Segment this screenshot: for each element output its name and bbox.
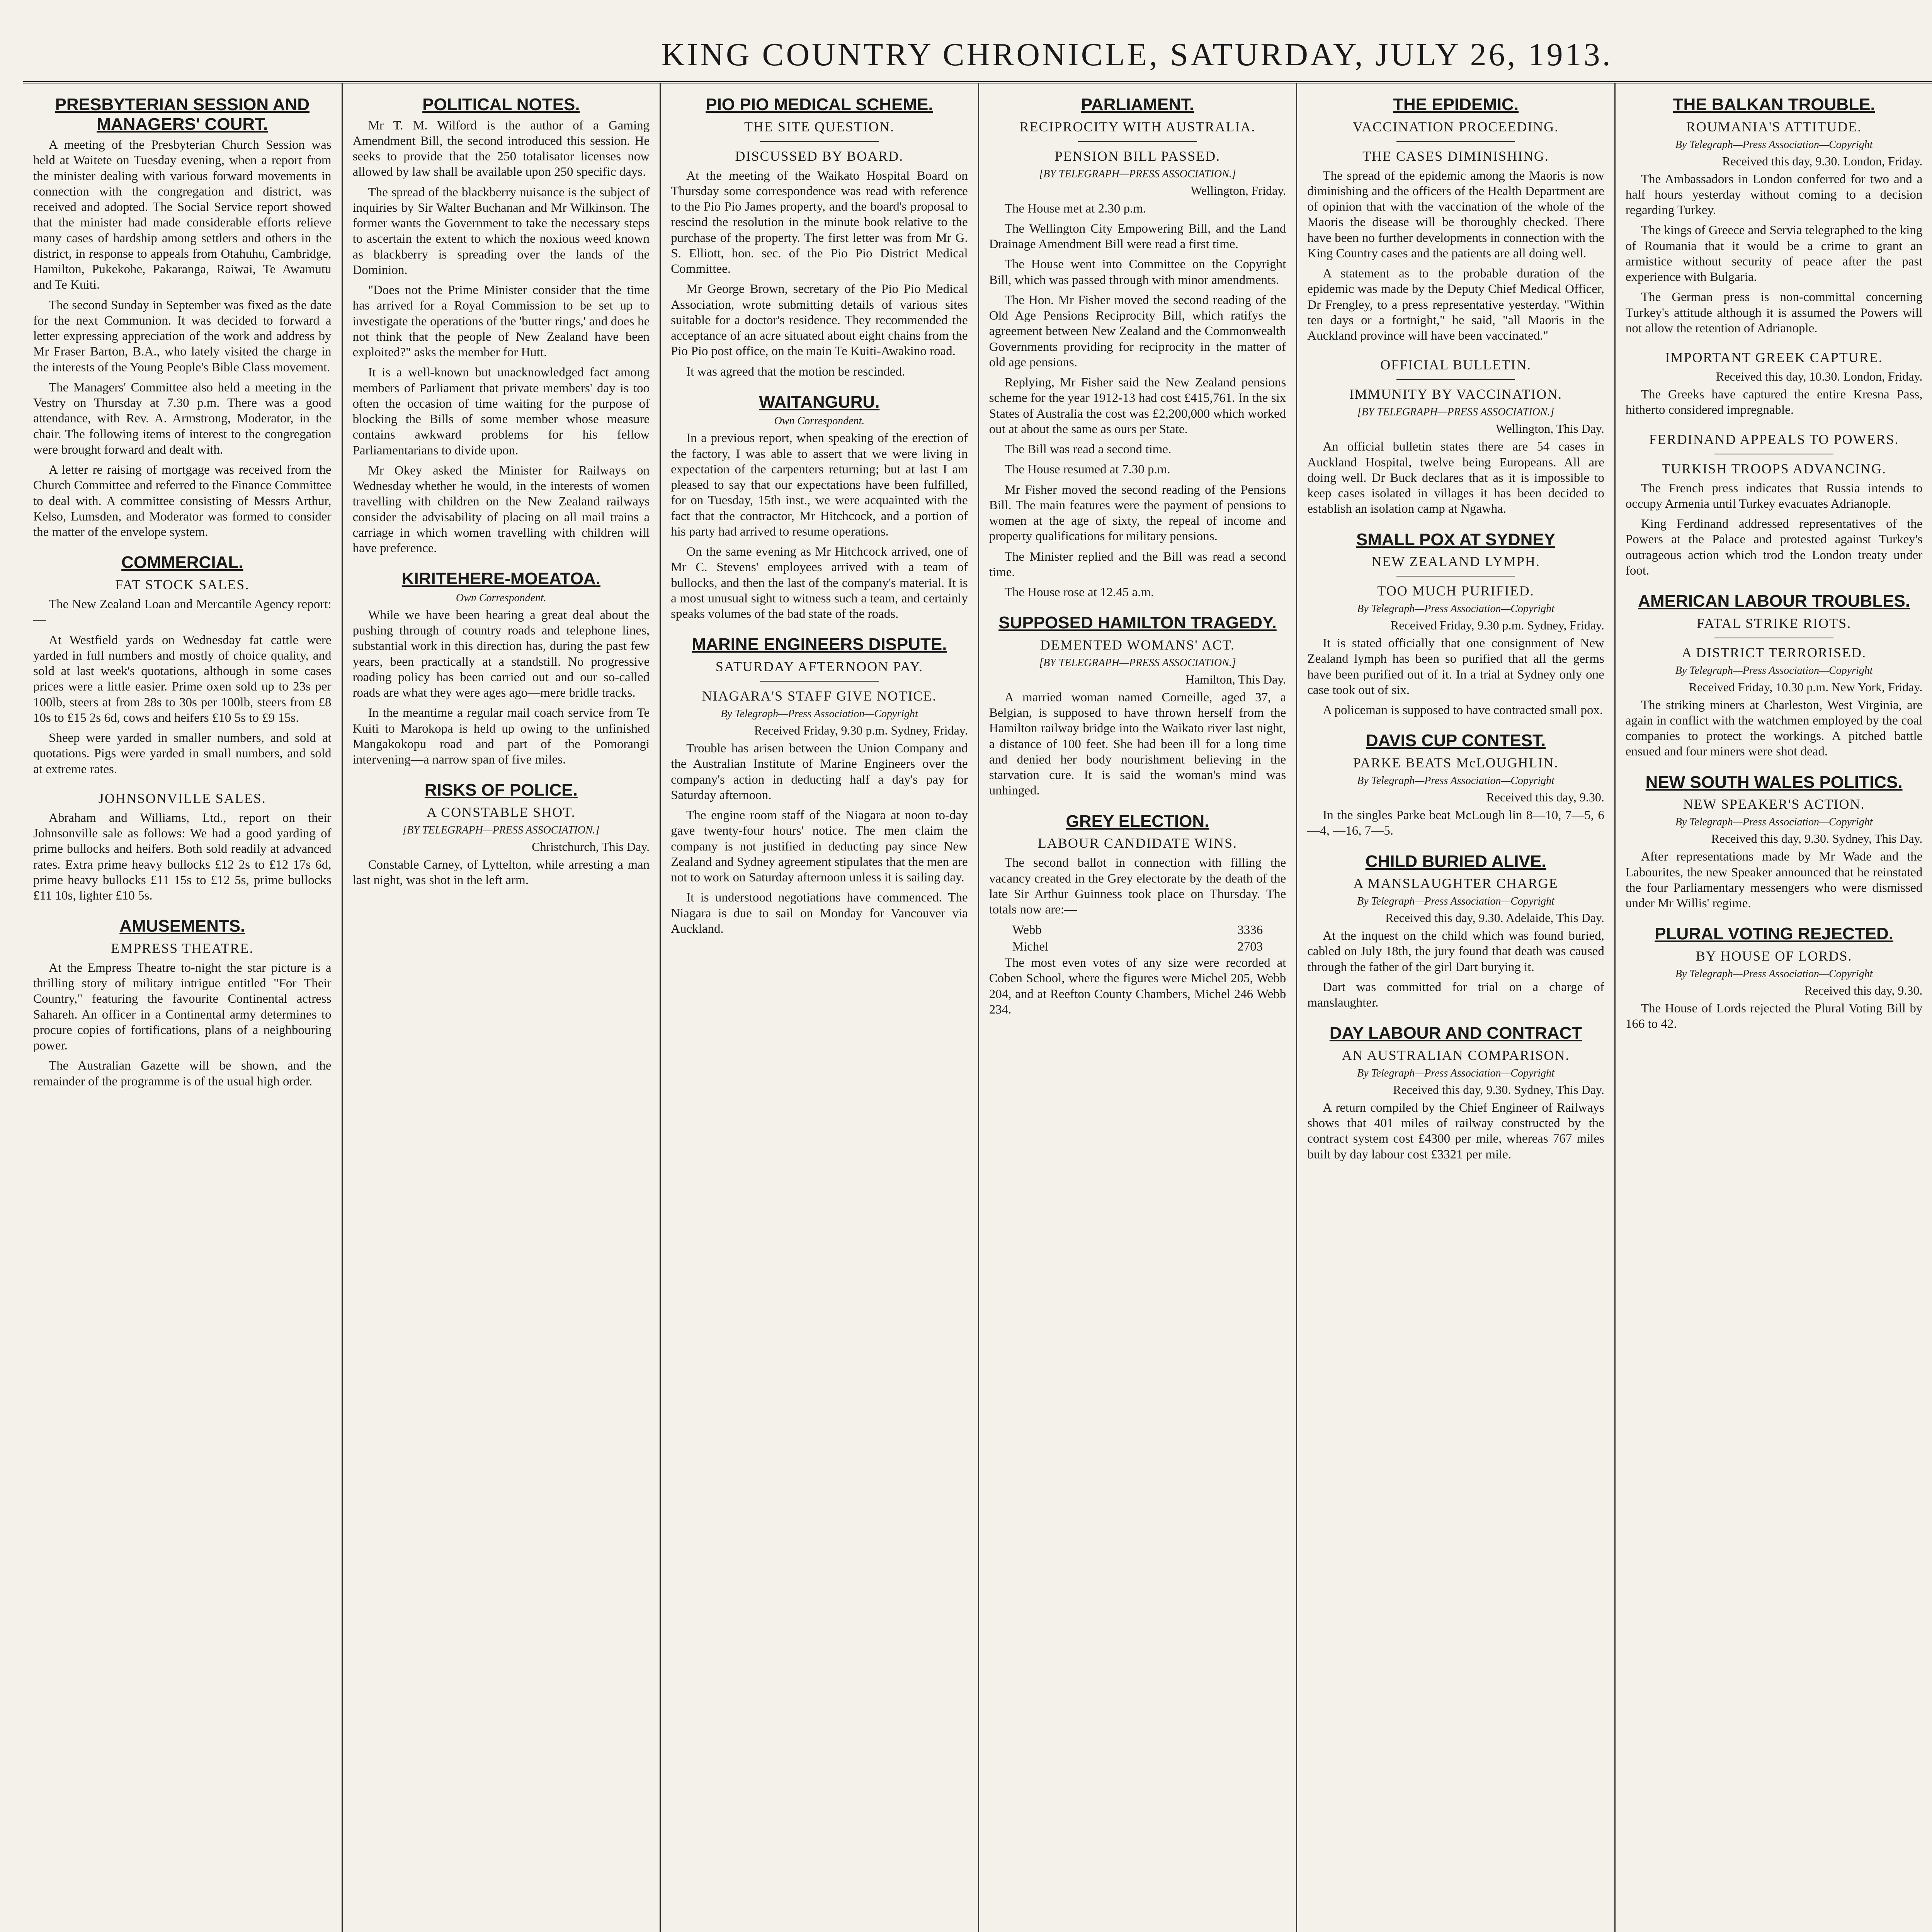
divider-rule <box>1078 141 1197 142</box>
article <box>1626 431 1923 579</box>
column-4 <box>978 83 1296 1932</box>
article-paragraph: The Ambassadors in London conferred for two and a half hours yesterday without coming to a decision regarding Turkey. <box>1625 172 1923 218</box>
article-deck: FERDINAND APPEALS TO POWERS. <box>1649 431 1899 447</box>
article-dateline: Received Friday, 9.30 p.m. Sydney, Friday. <box>1391 618 1604 633</box>
article-paragraph: Constable Carney, of Lyttelton, while arresting a man last night, was shot in the left arm. <box>352 858 650 888</box>
article-source: By Telegraph—Press Association—Copyright <box>1357 775 1554 787</box>
article <box>1307 852 1604 1011</box>
article-source: By Telegraph—Press Association—Copyright <box>1675 968 1873 980</box>
article-paragraph: In the singles Parke beat McLough lin 8—10, 7—5, 6—4, —16, 7—5. <box>1307 808 1604 838</box>
article-deck-secondary: IMMUNITY BY VACCINATION. <box>1349 386 1563 402</box>
article-headline: AMERICAN LABOUR TROUBLES. <box>1638 592 1910 611</box>
article <box>33 95 332 540</box>
article-paragraph: Mr Okey asked the Minister for Railways on Wednesday whether he would, in the interests of women travelling with children on the New Zealand railways consider the advisability of placing on all mail trains a carriage in which women travelling with children will have preference. <box>352 463 650 556</box>
result-row <box>989 922 1286 939</box>
article-paragraph: A meeting of the Presbyterian Church Session was held at Waitete on Tuesday evening, when a report from the minister dealing with various forward movements in connection with the congregation and district, was received and adopted. The Social Service report showed that the minister had made considerable efforts relieve many cases of hardship among settlers and others in the district, in response to appeals from Otahuhu, Cambridge, Hamilton, Pukekohe, Pakaranga, Raiwai, Te Awamutu and Te Kuiti. <box>33 138 332 292</box>
article-paragraph: The House rose at 12.45 a.m. <box>1004 585 1154 600</box>
article <box>671 635 968 937</box>
article-headline: COMMERCIAL. <box>121 553 243 572</box>
article-paragraph: Trouble has arisen between the Union Company and the Australian Institute of Marine Engineers over the company's action in deducting half a day's pay for Saturday afternoon. <box>671 742 968 802</box>
article-paragraph: In the meantime a regular mail coach service from Te Kuiti to Marokopa is held up owing to the unfinished Mangakokopu road and part of the Pomorangi intervening—a narrow span of five miles. <box>352 706 650 767</box>
divider-rule <box>1396 379 1515 380</box>
article-paragraph: Abraham and Williams, Ltd., report on their Johnsonville sale as follows: We had a good yarding of prime bullocks and heifers. Both sold readily at advanced rates. Extra prime heavy bullocks £12 2s to £12 17s 6d, prime heavy bullocks £11 15s to £12 5s, prime bullocks £11 10s, lighter £10 5s. <box>33 811 332 903</box>
article-dateline: Received this day, 9.30. <box>1804 983 1923 997</box>
article-deck: EMPRESS THEATRE. <box>111 940 254 956</box>
article-source: Own Correspondent. <box>456 592 546 604</box>
article-paragraph: An official bulletin states there are 54 cases in Auckland Hospital, twelve being Europeans. All are doing well. Dr Buck declares that as it is impossible to keep cases isolated in villages it has been decided to establish an isolation camp at Ngawha. <box>1307 440 1604 516</box>
article-dateline: Received this day, 9.30. Sydney, This Day. <box>1711 832 1923 846</box>
article-deck: JOHNSONVILLE SALES. <box>98 790 266 806</box>
article-paragraph: The House of Lords rejected the Plural Voting Bill by 166 to 42. <box>1625 1001 1923 1031</box>
result-name: Webb <box>1012 923 1042 937</box>
article <box>353 569 650 767</box>
article-paragraph: King Ferdinand addressed representatives of the Powers at the Palace and protested against Turkey's outrageous action which trod the London treaty under foot. <box>1625 517 1923 578</box>
article-headline: PLURAL VOTING REJECTED. <box>1655 924 1893 944</box>
article-deck-secondary: THE CASES DIMINISHING. <box>1362 148 1549 164</box>
article-headline: THE EPIDEMIC. <box>1393 95 1519 114</box>
article-deck: FAT STOCK SALES. <box>115 577 250 593</box>
article-dateline: Received this day, 9.30. <box>1486 790 1604 804</box>
article-deck: A MANSLAUGHTER CHARGE <box>1353 876 1558 891</box>
article-source: [BY TELEGRAPH—PRESS ASSOCIATION.] <box>403 824 600 837</box>
article-paragraph: In a previous report, when speaking of the erection of the factory, I was able to assert that we were living in expectation of the carpenters returning; but at last I am pleased to say that our expectations have been fulfilled, for on Tuesday, 15th inst., we were acquainted with the fact that the contractor, Mr Hitchcock, and a portion of his party had arrived to resume operations. <box>671 431 968 539</box>
article-source: Own Correspondent. <box>774 415 865 427</box>
article-deck: OFFICIAL BULLETIN. <box>1380 357 1531 373</box>
column-3 <box>660 83 978 1932</box>
article-paragraph: Dart was committed for trial on a charge of manslaughter. <box>1307 980 1604 1010</box>
article-deck-secondary: DISCUSSED BY BOARD. <box>735 148 904 164</box>
article <box>1626 349 1923 418</box>
divider-rule <box>760 681 879 682</box>
article-paragraph: The spread of the blackberry nuisance is the subject of inquiries by Sir Walter Buchanan and Mr Wilkinson. The former wants the Government to take the necessary steps to ascertain the extent to which the noxious weed known as blackberry is spreading over the lands of the Dominion. <box>352 185 650 277</box>
article-paragraph: On the same evening as Mr Hitchcock arrived, one of Mr C. Stevens' employees arrived with a team of bullocks, and then the last of the company's material. It is a most unusual sight to witness such a team, and certainly speaks volumes of the bad state of the roads. <box>671 545 968 621</box>
article <box>1307 1024 1604 1162</box>
article <box>1307 731 1604 838</box>
article <box>33 553 332 777</box>
column-5 <box>1296 83 1614 1932</box>
article-paragraph: The House resumed at 7.30 p.m. <box>1004 463 1170 477</box>
article-paragraph: A letter re raising of mortgage was received from the Church Committee and referred to the Finance Committee to deal with. A committee consisting of Messrs Arthur, Kelso, Lumsden, and Moderator was formed to consider the matter of the envelope system. <box>33 463 332 539</box>
article-headline: KIRITEHERE-MOEATOA. <box>401 569 600 588</box>
article <box>1626 924 1923 1032</box>
article-paragraph: At Westfield yards on Wednesday fat cattle were yarded in full numbers and mostly of choice quality, and sold at last week's quotations, although in some cases prices were a little easier. Prime oxen sold up to 23s per 100lb, steers at from 28s to 30s per 100lb, steers from £8 10s to £15 2s 6d, cows and heifers £10 5s to £9 15s. <box>33 633 332 725</box>
article-deck: THE SITE QUESTION. <box>744 119 895 134</box>
article-dateline: Christchurch, This Day. <box>532 840 650 854</box>
article-deck: BY HOUSE OF LORDS. <box>1696 948 1852 964</box>
article-paragraph: The kings of Greece and Servia telegraphed to the king of Roumania that it would be a crime to grant an armistice without security of peace after the past experience with Bulgaria. <box>1625 223 1923 284</box>
article-paragraph: A return compiled by the Chief Engineer of Railways shows that 401 miles of railway constructed by the contract system cost £4300 per mile, whereas 767 miles built by day labour cost £3321 per mile. <box>1307 1100 1604 1162</box>
article-paragraph: The Bill was read a second time. <box>1004 442 1172 457</box>
result-votes: 2703 <box>1237 940 1263 954</box>
article-source: By Telegraph—Press Association—Copyright <box>1675 664 1873 677</box>
article-headline: DAY LABOUR AND CONTRACT <box>1329 1024 1582 1043</box>
article-headline: CHILD BURIED ALIVE. <box>1365 852 1546 871</box>
article-deck: PARKE BEATS McLOUGHLIN. <box>1353 755 1559 771</box>
article-paragraph: The spread of the epidemic among the Maoris is now diminishing and the officers of the Health Department are of opinion that with the vaccination of the whole of the Maoris the disease will be thoroughly checked. There have been no further developments in connection with the King Country cases and the patients are all doing well. <box>1307 168 1604 260</box>
article-dateline: Hamilton, This Day. <box>1185 672 1286 686</box>
article-paragraph: The New Zealand Loan and Mercantile Agency report:— <box>33 597 332 627</box>
article-paragraph: The House went into Committee on the Copyright Bill, which was passed through with minor amendments. <box>989 257 1286 287</box>
article-headline: GREY ELECTION. <box>1066 811 1209 831</box>
article-paragraph: The Australian Gazette will be shown, and the remainder of the programme is of the usual high order. <box>33 1059 332 1088</box>
article-deck: A CONSTABLE SHOT. <box>427 804 576 820</box>
article-paragraph: A married woman named Corneille, aged 37, a Belgian, is supposed to have thrown herself from the Hamilton railway bridge into the Waikato river last night, a distance of 100 feet. She had been ill for a long time and denied her body nourishment believing in the starvation cure. It is said the woman's mind was unhinged. <box>989 690 1286 798</box>
article-deck-secondary: A DISTRICT TERRORISED. <box>1682 645 1866 660</box>
article-headline: POLITICAL NOTES. <box>422 95 580 114</box>
divider-rule <box>1396 141 1515 142</box>
divider-rule <box>1396 576 1515 577</box>
article-headline: WAITANGURU. <box>759 392 880 412</box>
article-paragraph: The second ballot in connection with filling the vacancy created in the Grey electorate by the death of the late Sir Arthur Guinness took place on Thursday. The totals now are:— <box>989 856 1286 917</box>
article <box>33 790 332 904</box>
article-dateline: Received this day, 9.30. London, Friday. <box>1722 154 1923 168</box>
result-row <box>989 939 1286 955</box>
article-deck: SATURDAY AFTERNOON PAY. <box>715 659 923 675</box>
article <box>1307 530 1604 718</box>
article <box>1307 95 1604 344</box>
article <box>1307 357 1604 517</box>
article-paragraph: The most even votes of any size were recorded at Coben School, where the figures were Michel 205, Webb 204, and at Reefton County Chambers, Michel 246 Webb 234. <box>989 956 1286 1017</box>
article-deck: VACCINATION PROCEEDING. <box>1352 119 1559 134</box>
article-deck: RECIPROCITY WITH AUSTRALIA. <box>1019 119 1256 134</box>
article-paragraph: After representations made by Mr Wade and the Labourites, the new Speaker announced that he reinstated the four Parliamentary messengers who were dismissed under Mr Willis' regime. <box>1625 850 1923 911</box>
article-deck: FATAL STRIKE RIOTS. <box>1697 615 1852 631</box>
article-dateline: Wellington, This Day. <box>1495 422 1604 436</box>
article-paragraph: The Greeks have captured the entire Kresna Pass, hitherto considered impregnable. <box>1625 388 1923 417</box>
article-paragraph: A statement as to the probable duration of the epidemic was made by the Deputy Chief Medical Officer, Dr Frengley, to a press representative yesterday. "Within ten days or a fortnight," he said, "all Maoris in the Auckland province will have been vaccinated." <box>1307 267 1604 343</box>
article-deck: ROUMANIA'S ATTITUDE. <box>1686 119 1862 134</box>
article <box>353 781 650 888</box>
article-paragraph: The Hon. Mr Fisher moved the second reading of the Old Age Pensions Reciprocity Bill, which ratifys the agreement between New Zealand and the Commonwealth Governments providing for reciprocity in the matter of old age pensions. <box>989 293 1286 369</box>
article-headline: AMUSEMENTS. <box>119 917 245 936</box>
article-source: [BY TELEGRAPH—PRESS ASSOCIATION.] <box>1357 406 1554 418</box>
article-paragraph: It is understood negotiations have commenced. The Niagara is due to sail on Monday for Vancouver via Auckland. <box>671 891 968 936</box>
article-dateline: Received this day, 10.30. London, Friday. <box>1716 369 1923 384</box>
article-paragraph: Replying, Mr Fisher said the New Zealand pensions scheme for the year 1912-13 had cost £415,761. In the six States of Australia the cost was £2,200,000 which worked out at about the same as ours per State. <box>989 376 1286 436</box>
divider-rule <box>760 141 879 142</box>
article-paragraph: At the meeting of the Waikato Hospital Board on Thursday some correspondence was read with reference to the Pio Pio James property, and the board's proposal to rescind the resolution in the minute book relative to the purchase of the property. The first letter was from Mr G. S. Elliott, hon. sec. of the Pio Pio District Medical Committee. <box>671 168 968 276</box>
article-dateline: Received Friday, 10.30 p.m. New York, Friday. <box>1689 680 1923 694</box>
article-paragraph: The engine room staff of the Niagara at noon to-day gave twenty-four hours' notice. The men claim the company is not justified in deducting pay since New Zealand and Sydney agreement stipulates that the men are not to work on Saturday afternoon unless it is sailing day. <box>671 808 968 885</box>
article-paragraph: The French press indicates that Russia intends to occupy Armenia until Turkey evacuates Adrianople. <box>1625 481 1923 511</box>
article-paragraph: The House met at 2.30 p.m. <box>1004 201 1146 216</box>
article-deck: DEMENTED WOMANS' ACT. <box>1040 637 1235 653</box>
article <box>989 812 1286 1017</box>
article-paragraph: Mr T. M. Wilford is the author of a Gaming Amendment Bill, the second introduced this session. He seeks to provide that the 250 totalisator licenses now allowed by law shall be available upon 250 specific days. <box>352 118 650 179</box>
article-headline: RISKS OF POLICE. <box>424 781 578 800</box>
article-paragraph: A policeman is supposed to have contracted small pox. <box>1323 703 1603 718</box>
article <box>671 393 968 622</box>
article-headline: SMALL POX AT SYDNEY <box>1356 530 1556 549</box>
article-headline: NEW SOUTH WALES POLITICS. <box>1645 772 1903 792</box>
article-source: By Telegraph—Press Association—Copyright <box>1357 895 1554 908</box>
article <box>353 95 650 556</box>
result-name: Michel <box>1012 940 1049 954</box>
article-paragraph: At the Empress Theatre to-night the star picture is a thrilling story of military intrigue entitled "For Their Country," featuring the favourite Continental actress Sahareh. An officer in a Continental army determines to procure copies of fortifications, plans of a neighbouring power. <box>33 961 332 1053</box>
article-paragraph: The Minister replied and the Bill was read a second time. <box>989 549 1286 579</box>
article-source: By Telegraph—Press Association—Copyright <box>1357 603 1554 615</box>
result-votes: 3336 <box>1237 923 1263 937</box>
article <box>989 95 1286 600</box>
article-source: By Telegraph—Press Association—Copyright <box>1357 1067 1554 1079</box>
article <box>1626 95 1923 336</box>
masthead <box>23 27 1932 83</box>
article-deck: NEW ZEALAND LYMPH. <box>1371 554 1540 570</box>
article-headline: MARINE ENGINEERS DISPUTE. <box>692 635 947 654</box>
article-source: [BY TELEGRAPH—PRESS ASSOCIATION.] <box>1039 656 1236 669</box>
columns <box>23 83 1932 1932</box>
article-paragraph: Mr Fisher moved the second reading of the Pensions Bill. The main features were the payment of pensions to women at the age of sixty, the repeal of income and property qualifications for military pensions. <box>989 483 1286 544</box>
article-paragraph: It is stated officially that one consignment of New Zealand lymph has been so purified that all the germs have been purified out of it. In a trial at Sydney only one case took out of six. <box>1307 636 1604 697</box>
article-headline: PARLIAMENT. <box>1081 95 1194 114</box>
article-deck: NEW SPEAKER'S ACTION. <box>1683 796 1865 812</box>
article-source: By Telegraph—Press Association—Copyright <box>1675 816 1873 828</box>
article-deck-secondary: TURKISH TROOPS ADVANCING. <box>1662 461 1887 476</box>
article-deck: LABOUR CANDIDATE WINS. <box>1037 835 1238 851</box>
article-source: By Telegraph—Press Association—Copyright <box>1675 138 1873 151</box>
article-paragraph: The second Sunday in September was fixed as the date for the next Communion. It was decided to forward a letter expressing appreciation of the work and address by Mr Fraser Barton, B.A., who lately visited the charge in the interests of the Young People's Bible Class movement. <box>33 298 332 374</box>
article <box>33 917 332 1089</box>
article-headline: PRESBYTERIAN SESSION AND MANAGERS' COURT. <box>55 95 310 134</box>
article-headline: PIO PIO MEDICAL SCHEME. <box>706 95 933 114</box>
article <box>671 95 968 379</box>
article <box>989 613 1286 798</box>
article-deck: IMPORTANT GREEK CAPTURE. <box>1665 350 1883 366</box>
article-paragraph: The striking miners at Charleston, West Virginia, are again in conflict with the watchmen employed by the coal companies to protect the workings. A pitched battle ensued and four miners were shot dead. <box>1625 698 1923 759</box>
column-1 <box>23 83 342 1932</box>
article-source: By Telegraph—Press Association—Copyright <box>721 708 918 720</box>
article-source: [BY TELEGRAPH—PRESS ASSOCIATION.] <box>1039 168 1236 180</box>
article-dateline: Received this day, 9.30. Sydney, This Day. <box>1393 1082 1604 1097</box>
article-deck-secondary: NIAGARA'S STAFF GIVE NOTICE. <box>702 688 937 704</box>
article-paragraph: "Does not the Prime Minister consider that the time has arrived for a Royal Commission to be set up to investigate the operations of the 'butter rings,' and does he not think that the people of New Zealand have been exploited?" asks the member for Hutt. <box>352 283 650 360</box>
article-paragraph: It was agreed that the motion be rescinded. <box>686 364 905 379</box>
article-paragraph: The Wellington City Empowering Bill, and the Land Drainage Amendment Bill were read a first time. <box>989 221 1286 252</box>
article-paragraph: While we have been hearing a great deal about the pushing through of country roads and telephone lines, substantial work in this direction has, during the past few years, been practically at a standstill. No progressive roading policy has been carried out and our so-called roads are what they were ages ago—mere bridle tracks. <box>352 608 650 700</box>
article-dateline: Received this day, 9.30. Adelaide, This Day. <box>1385 911 1604 925</box>
article-paragraph: At the inquest on the child which was found buried, cabled on July 18th, the jury found that death was caused through the father of the girl Dart burying it. <box>1307 929 1604 974</box>
article-deck: AN AUSTRALIAN COMPARISON. <box>1342 1047 1570 1063</box>
article-paragraph: It is a well-known but unacknowledged fact among members of Parliament that private members' day is too often the occasion of time waiting for the purpose of blocking the Bills of some member whose measure contains awkward problems for his fellow Parliamentarians to divide upon. <box>352 366 650 457</box>
article-deck-secondary: PENSION BILL PASSED. <box>1054 148 1221 164</box>
column-2 <box>342 83 660 1932</box>
article-paragraph: Sheep were yarded in smaller numbers, and sold at quotations. Pigs were yarded in small numbers, and sold at extreme rates. <box>33 731 332 776</box>
article-dateline: Wellington, Friday. <box>1190 183 1286 197</box>
article-paragraph: The German press is non-committal concerning Turkey's attitude although it is assumed the Powers will not allow the retention of Adrianople. <box>1625 290 1923 335</box>
article-headline: SUPPOSED HAMILTON TRAGEDY. <box>998 613 1277 633</box>
article-paragraph: The Managers' Committee also held a meeting in the Vestry on Thursday at 7.30 p.m. There was a good attendance, with Rev. A. Armstrong, Moderator, in the chair. The following items of interest to the congregation were brought forward and dealt with. <box>33 380 332 457</box>
article-headline: THE BALKAN TROUBLE. <box>1673 95 1875 114</box>
article-paragraph: Mr George Brown, secretary of the Pio Pio Medical Association, wrote submitting details of various sites suitable for a doctor's residence. They recommended the acceptance of an acre situated about eight chains from the Pio Pio post office, on the main Te Kuiti-Awakino road. <box>671 282 968 359</box>
article <box>1626 773 1923 912</box>
masthead-title: KING COUNTRY CHRONICLE, SATURDAY, JULY 26, 1913. <box>661 37 1613 73</box>
article-dateline: Received Friday, 9.30 p.m. Sydney, Friday. <box>754 723 968 738</box>
article-deck-secondary: TOO MUCH PURIFIED. <box>1377 583 1534 599</box>
article-headline: DAVIS CUP CONTEST. <box>1366 731 1546 750</box>
column-6 <box>1614 83 1932 1932</box>
article <box>1626 592 1923 760</box>
